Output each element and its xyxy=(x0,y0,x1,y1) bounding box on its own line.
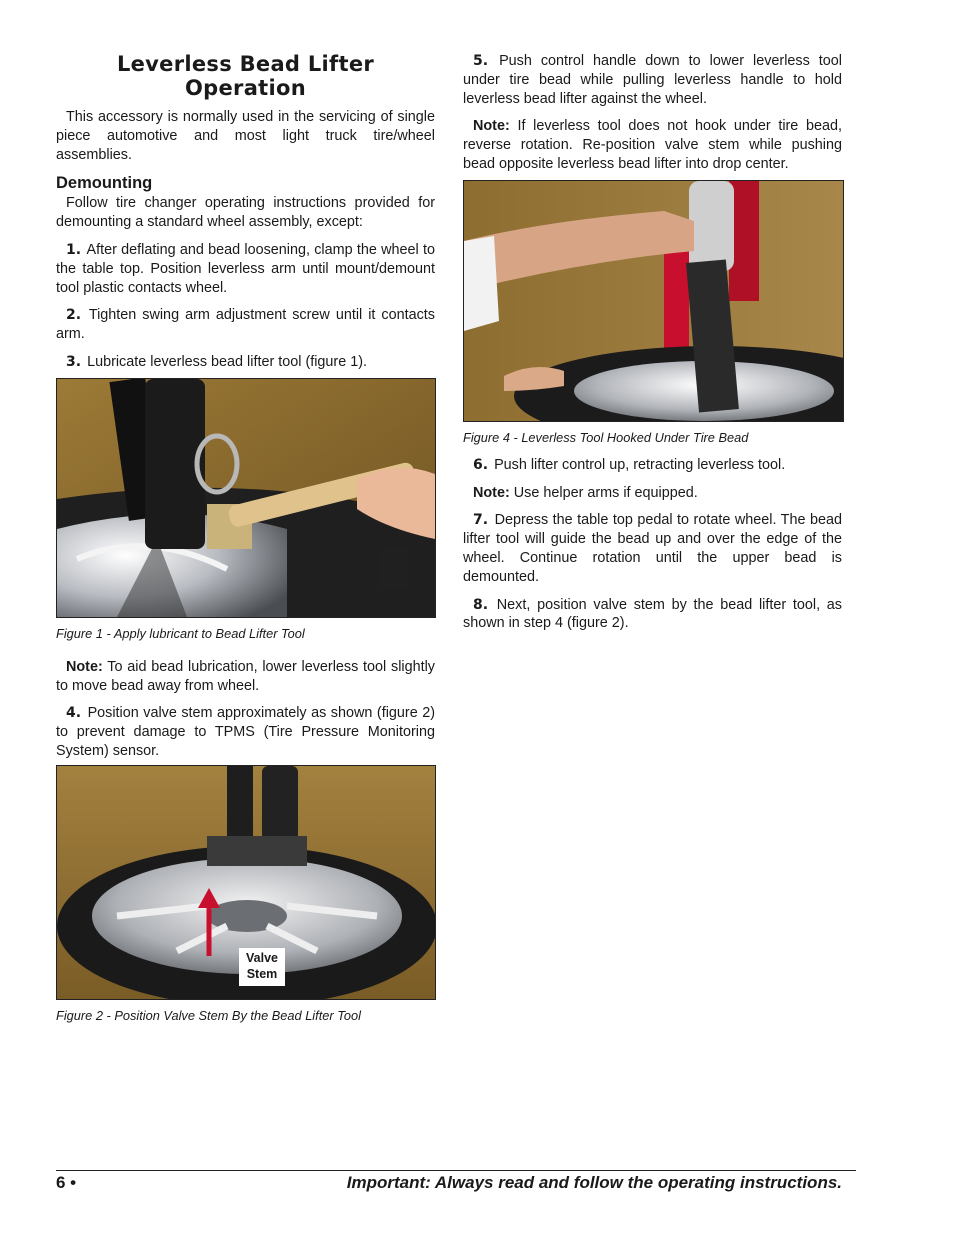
right-column xyxy=(463,52,842,642)
intro-paragraph: This accessory is normally used in the servicing of single piece automotive and most light truck tire/wheel assemblies. xyxy=(56,109,435,163)
callout-line-1: Valve xyxy=(246,950,278,965)
figure-1-caption: Figure 1 - Apply lubricant to Bead Lifter Tool xyxy=(56,625,305,641)
step-number: 2. xyxy=(66,307,82,324)
note-label: Note: xyxy=(473,484,510,501)
note-label: Note: xyxy=(66,658,103,675)
step-1 xyxy=(56,241,435,297)
step-number: 5. xyxy=(473,53,489,69)
footer-note: Important: Always read and follow the operating instructions. xyxy=(346,1173,842,1192)
step-2 xyxy=(56,306,435,344)
figure-2-photo xyxy=(56,765,436,1000)
section-intro: Follow tire changer operating instructions provided for demounting a standard wheel assembly, except: xyxy=(56,195,435,231)
figure-1-photo xyxy=(56,378,436,618)
step-text: After deflating and bead loosening, clamp the wheel to the table top. Position leverless arm until mount/demount tool plastic contacts wheel. xyxy=(56,241,435,296)
step-text: Next, position valve stem by the bead lifter tool, as shown in step 4 (figure 2). xyxy=(463,596,842,632)
step-number: 6. xyxy=(473,456,489,473)
note-1 xyxy=(56,658,435,696)
step-number: 8. xyxy=(473,596,489,613)
step-7 xyxy=(463,511,842,586)
step-number: 1. xyxy=(66,241,82,258)
step-4 xyxy=(56,704,435,760)
step-text: Position valve stem approximately as shown (figure 2) to prevent damage to TPMS (Tire Pressure Monitoring System) sensor. xyxy=(56,705,435,759)
step-text: Push lifter control up, retracting leverless tool. xyxy=(494,456,786,473)
figure-1-illustration xyxy=(57,379,435,617)
step-6 xyxy=(463,456,842,475)
step-number: 4. xyxy=(66,705,82,722)
step-number: 3. xyxy=(66,353,82,370)
step-text: Lubricate leverless bead lifter tool (figure 1). xyxy=(87,353,368,370)
step-number: 7. xyxy=(473,512,489,529)
note-text: If leverless tool does not hook under tire bead, reverse rotation. Re-position valve stem while pushing bead opposite leverless bead lifter into drop center. xyxy=(463,118,842,172)
note-label: Note: xyxy=(473,118,510,135)
step-8 xyxy=(463,596,842,634)
figure-2-caption: Figure 2 - Position Valve Stem By the Bead Lifter Tool xyxy=(56,1007,361,1023)
section-heading: Demounting xyxy=(56,174,153,193)
page-title: Leverless Bead Lifter Operation xyxy=(116,52,375,100)
figure-4-illustration xyxy=(464,181,843,421)
step-3 xyxy=(56,353,435,372)
left-column xyxy=(56,52,435,1040)
step-text: Push control handle down to lower leverless tool under tire bead while pulling leverless handle to hold leverless bead lifter against the wheel. xyxy=(463,53,842,107)
valve-stem-callout xyxy=(239,948,285,986)
figure-4-photo xyxy=(463,180,844,422)
note-2 xyxy=(463,117,842,173)
note-text: To aid bead lubrication, lower leverless tool slightly to move bead away from wheel. xyxy=(56,658,435,694)
step-5 xyxy=(463,52,842,108)
footer-divider xyxy=(56,1170,856,1171)
page-number: 6 • xyxy=(56,1173,77,1192)
figure-4-caption: Figure 4 - Leverless Tool Hooked Under Tire Bead xyxy=(463,429,749,445)
step-text: Tighten swing arm adjustment screw until it contacts arm. xyxy=(56,307,435,343)
note-3 xyxy=(463,484,842,503)
callout-line-2: Stem xyxy=(246,966,278,981)
note-text: Use helper arms if equipped. xyxy=(513,484,698,501)
step-text: Depress the table top pedal to rotate wheel. The bead lifter tool will guide the bead up and over the edge of the wheel. Continue rotation until the upper bead is demounted. xyxy=(463,512,842,585)
